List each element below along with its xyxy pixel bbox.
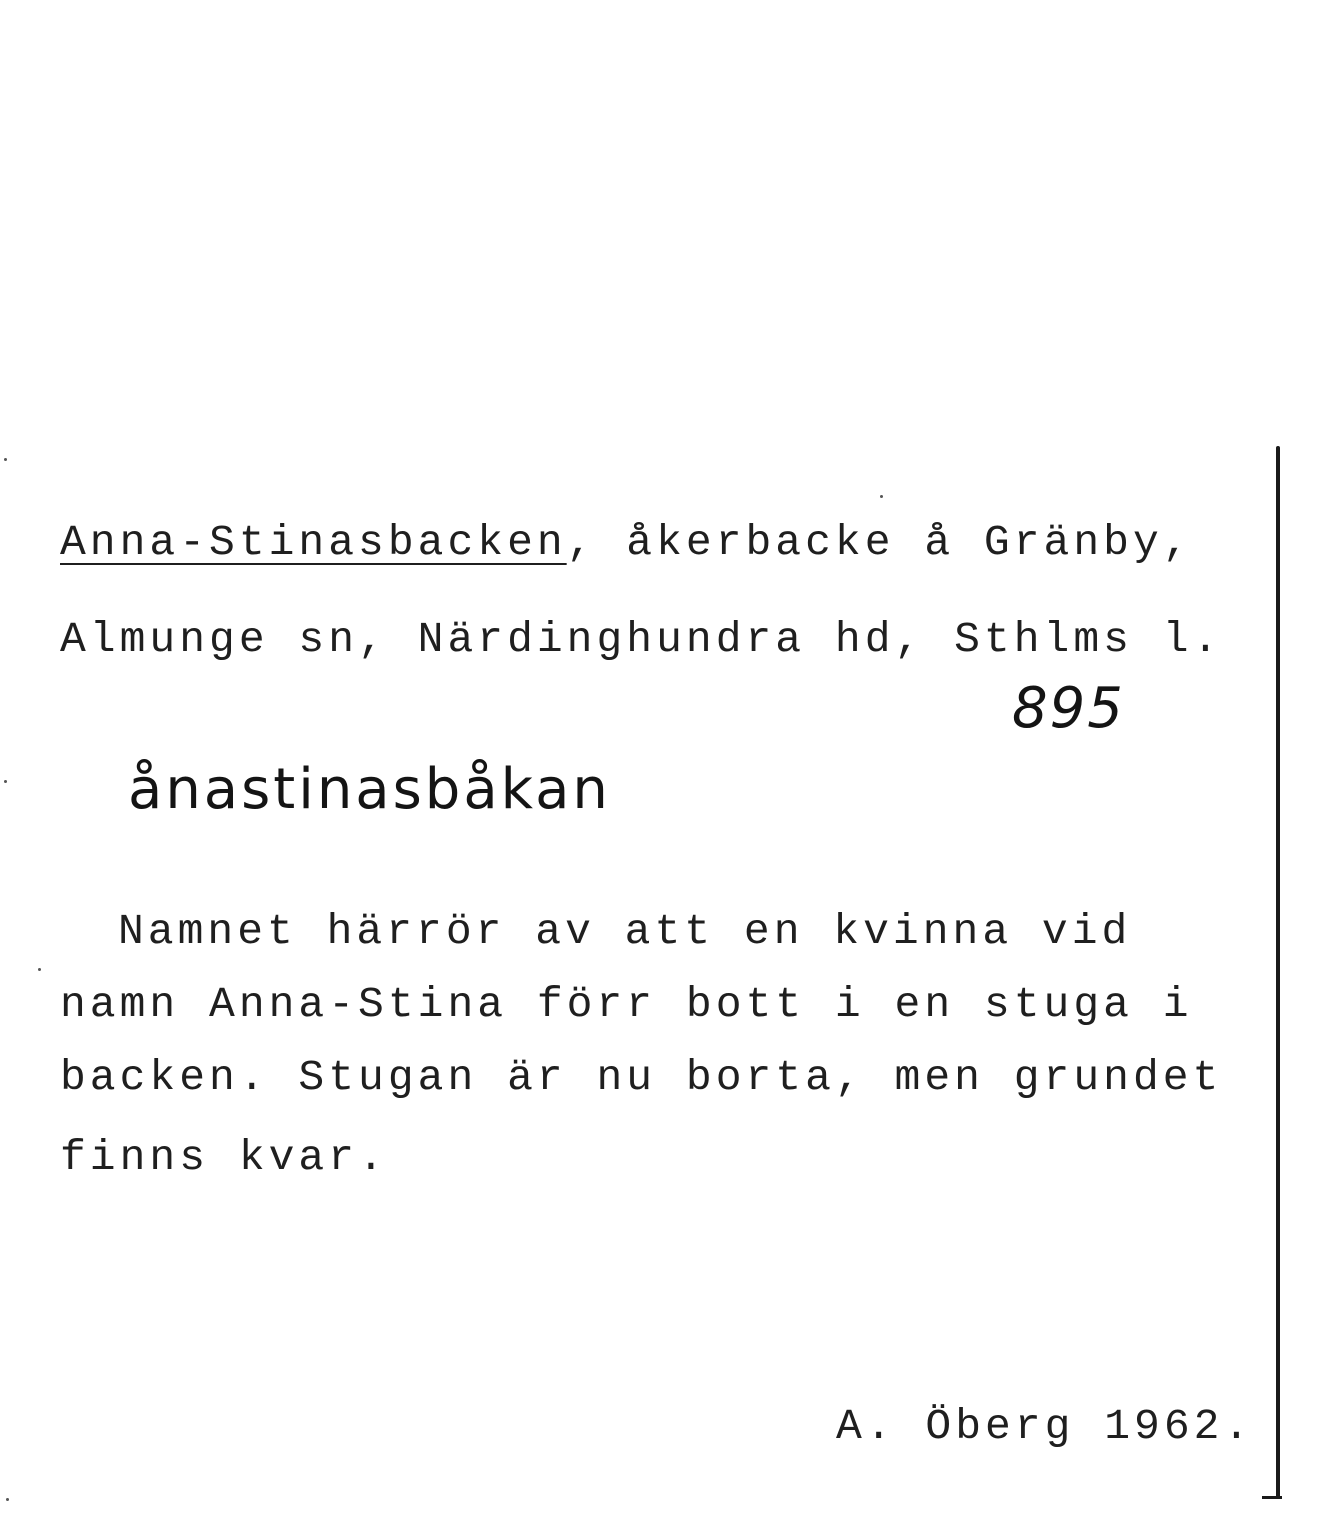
- parish-district-line: Almunge sn, Närdinghundra hd, Sthlms l.: [60, 615, 1223, 664]
- headword: Anna-Stinasbacken: [60, 518, 567, 567]
- signature-line: A. Öberg 1962.: [836, 1402, 1254, 1451]
- card-edge-bottom: [1262, 1496, 1282, 1499]
- handwritten-dialect-form: ånastinasbåkan: [128, 757, 611, 822]
- card-edge-right: [1276, 446, 1280, 1498]
- body-line-4: finns kvar.: [60, 1133, 388, 1182]
- paper-speck: [6, 1498, 9, 1501]
- place-name-line: [60, 518, 1193, 567]
- paper-speck: [4, 780, 7, 783]
- body-line-2: namn Anna-Stina förr bott i en stuga i: [60, 980, 1193, 1029]
- place-description: , åkerbacke å Gränby,: [566, 518, 1193, 567]
- paper-speck: [880, 495, 883, 498]
- body-line-3: backen. Stugan är nu borta, men grundet: [60, 1053, 1223, 1102]
- handwritten-number: 895: [1012, 676, 1125, 741]
- body-line-1: Namnet härrör av att en kvinna vid: [118, 907, 1132, 956]
- paper-speck: [4, 458, 7, 461]
- paper-speck: [38, 968, 41, 971]
